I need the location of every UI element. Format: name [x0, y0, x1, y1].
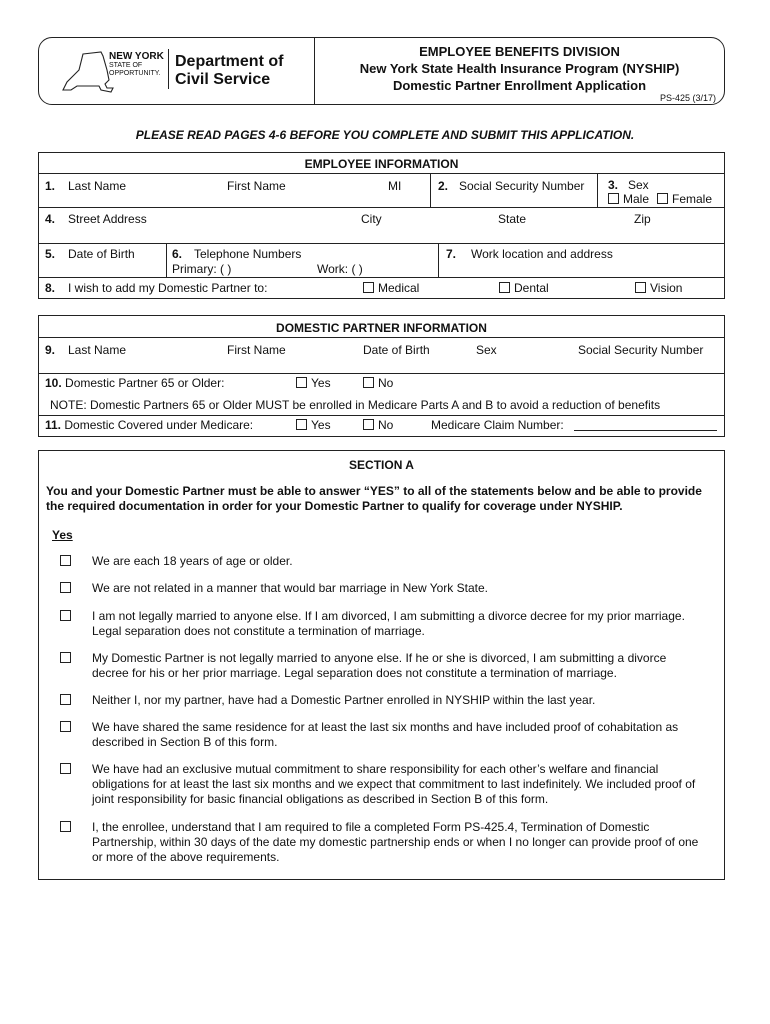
male-checkbox[interactable] [608, 193, 619, 204]
statement-item [51, 820, 704, 868]
female-checkbox[interactable] [657, 193, 668, 204]
state-logo-text [109, 52, 164, 78]
employee-row-3 [39, 243, 724, 278]
medicare-note: NOTE: Domestic Partners 65 or Older MUST be enrolled in Medicare Parts A and B to avoid a reduction of benefits [50, 398, 661, 412]
age65-yes-checkbox[interactable] [296, 377, 307, 388]
field-5-number: 5. [45, 247, 56, 261]
domestic-partner-section [38, 315, 725, 437]
partner-row-3 [39, 415, 724, 436]
employee-information-section [38, 152, 725, 299]
partner-row-2 [39, 373, 724, 395]
statement-6-checkbox[interactable] [60, 721, 71, 732]
statement-3-text: I am not legally married to anyone else. If I am divorced, I am submitting a divorce decree for my prior marriage. Legal separation does not constitute a termination of marriage. [92, 609, 685, 638]
medicare-no-label: No [378, 418, 394, 432]
field-7-number: 7. [446, 247, 457, 261]
field-8-number: 8. [45, 281, 56, 295]
statement-item [51, 581, 704, 597]
medicare-covered-label: Domestic Covered under Medicare: [64, 418, 254, 432]
employee-row-2 [39, 207, 724, 244]
medical-label: Medical [378, 281, 420, 295]
age65-no-option[interactable] [363, 376, 393, 390]
medicare-claim-label: Medicare Claim Number: [431, 418, 564, 432]
medicare-no-option[interactable] [363, 418, 393, 432]
statement-item [51, 651, 704, 683]
medicare-yes-label: Yes [311, 418, 331, 432]
section-a-title: SECTION A [349, 458, 414, 472]
logo-line-1: NEW YORK [109, 51, 164, 62]
statement-7-text: We have had an exclusive mutual commitment to share responsibility for each other’s welfare and financial obligations for at least the last six months and we expect that commitment to last indefinitely. We included proof of joint responsibility for basic financial obligations as described in Section B of this form. [92, 762, 696, 806]
statement-2-checkbox[interactable] [60, 582, 71, 593]
zip-label[interactable]: Zip [634, 212, 651, 226]
employee-section-title: EMPLOYEE INFORMATION [304, 157, 459, 171]
field-4-number: 4. [45, 212, 56, 226]
field-11-number: 11. [45, 418, 62, 432]
statement-7-checkbox[interactable] [60, 763, 71, 774]
statement-5-checkbox[interactable] [60, 694, 71, 705]
female-option[interactable] [657, 192, 712, 206]
partner-dob-label[interactable]: Date of Birth [363, 343, 430, 357]
partner-note-row [39, 395, 724, 416]
statement-1-checkbox[interactable] [60, 555, 71, 566]
department-line-1: Department of [175, 53, 284, 70]
medical-option[interactable] [363, 281, 419, 295]
program-title: New York State Health Insurance Program (NYSHIP) [359, 61, 680, 76]
vision-label: Vision [650, 281, 683, 295]
employee-title-row [39, 153, 724, 174]
medicare-yes-option[interactable] [296, 418, 331, 432]
statement-5-text: Neither I, nor my partner, have had a Domestic Partner enrolled in NYSHIP within the last year. [92, 693, 596, 707]
section-a [38, 450, 725, 880]
field-3-number: 3. [608, 178, 619, 192]
partner-last-name-label[interactable]: Last Name [68, 343, 127, 357]
partner-title-row [39, 316, 724, 338]
dental-option[interactable] [499, 281, 549, 295]
section-a-intro: You and your Domestic Partner must be able to answer “YES” to all of the statements below and be able to provide the required documentation in order for your Domestic Partner to qualify for coverage under NYSHIP. [46, 484, 702, 513]
employee-first-name-label[interactable]: First Name [227, 179, 286, 193]
department-name [175, 53, 283, 89]
statement-4-text: My Domestic Partner is not legally married to anyone else. If he or she is divorced, I am submitting a divorce decree for his or her prior marriage. Legal separation does not constitute a termination of marriage. [92, 651, 667, 680]
form-number: PS-425 (3/17) [659, 93, 716, 103]
medicare-no-checkbox[interactable] [363, 419, 374, 430]
employee-row-1 [39, 173, 724, 208]
statement-1-text: We are each 18 years of age or older. [92, 554, 293, 568]
statement-8-text: I, the enrollee, understand that I am required to file a completed Form PS-425.4, Termination of Domestic Partnership, within 30 days of the date my domestic partnership ends or when I no longer can provide proof of one or more of the above requirements. [92, 820, 699, 864]
statement-2-text: We are not related in a manner that would bar marriage in New York State. [92, 581, 488, 595]
add-coverage-label: I wish to add my Domestic Partner to: [68, 281, 268, 295]
dob-cell[interactable] [39, 243, 166, 277]
age65-yes-label: Yes [311, 376, 331, 390]
sex-cell [597, 173, 724, 207]
age65-no-label: No [378, 376, 394, 390]
logo-divider [168, 49, 169, 89]
vision-checkbox[interactable] [635, 282, 646, 293]
female-label: Female [672, 192, 713, 206]
partner-first-name-label[interactable]: First Name [227, 343, 286, 357]
logo-line-3: OPPORTUNITY. [109, 70, 161, 77]
primary-phone-field[interactable]: Primary: ( ) [172, 262, 232, 276]
medicare-claim-input[interactable] [574, 430, 717, 431]
partner-row-1 [39, 337, 724, 374]
telephone-label: Telephone Numbers [194, 247, 302, 261]
field-10-number: 10. [45, 376, 62, 390]
statement-4-checkbox[interactable] [60, 652, 71, 663]
medicare-yes-checkbox[interactable] [296, 419, 307, 430]
statement-item [51, 762, 704, 810]
logo-line-2: STATE OF [109, 62, 143, 69]
street-address-label[interactable]: Street Address [68, 212, 147, 226]
form-header [38, 37, 725, 105]
field-1-number: 1. [45, 179, 56, 193]
application-title: Domestic Partner Enrollment Application [392, 78, 647, 93]
statement-item [51, 609, 704, 641]
dental-checkbox[interactable] [499, 282, 510, 293]
statement-item [51, 720, 704, 752]
statement-8-checkbox[interactable] [60, 821, 71, 832]
male-label: Male [623, 192, 650, 206]
state-label[interactable]: State [498, 212, 527, 226]
partner-section-title: DOMESTIC PARTNER INFORMATION [276, 321, 487, 335]
statement-3-checkbox[interactable] [60, 610, 71, 621]
work-phone-field[interactable]: Work: ( ) [317, 262, 363, 276]
male-option[interactable] [608, 192, 649, 206]
partner-ssn-label[interactable]: Social Security Number [578, 343, 704, 357]
department-logo [39, 38, 315, 104]
division-title: EMPLOYEE BENEFITS DIVISION [419, 44, 620, 59]
employee-ssn-label: Social Security Number [459, 179, 585, 193]
work-location-label: Work location and address [471, 247, 613, 261]
ssn-cell[interactable] [430, 173, 598, 207]
age65-no-checkbox[interactable] [363, 377, 374, 388]
field-9-number: 9. [45, 343, 56, 357]
medical-checkbox[interactable] [363, 282, 374, 293]
employee-last-name-label[interactable]: Last Name [68, 179, 127, 193]
field-2-number: 2. [438, 179, 449, 193]
department-line-2: Civil Service [175, 71, 271, 88]
vision-option[interactable] [635, 281, 682, 295]
work-location-cell[interactable] [438, 243, 724, 277]
employee-mi-label[interactable]: MI [388, 179, 402, 193]
employee-sex-label: Sex [628, 178, 649, 192]
employee-row-4 [39, 277, 724, 298]
field-6-number: 6. [172, 247, 183, 261]
statement-item [51, 693, 704, 709]
city-label[interactable]: City [361, 212, 382, 226]
yes-column-header: Yes [52, 528, 73, 542]
telephone-cell [166, 243, 439, 277]
employee-dob-label: Date of Birth [68, 247, 135, 261]
age65-yes-option[interactable] [296, 376, 331, 390]
instructions-notice: PLEASE READ PAGES 4-6 BEFORE YOU COMPLETE AND SUBMIT THIS APPLICATION. [135, 128, 635, 142]
statement-6-text: We have shared the same residence for at least the last six months and have included proof of cohabitation as described in Section B of this form. [92, 720, 679, 749]
partner-65-label: Domestic Partner 65 or Older: [65, 376, 225, 390]
partner-sex-label[interactable]: Sex [476, 343, 497, 357]
statement-item [51, 554, 704, 570]
dental-label: Dental [514, 281, 549, 295]
